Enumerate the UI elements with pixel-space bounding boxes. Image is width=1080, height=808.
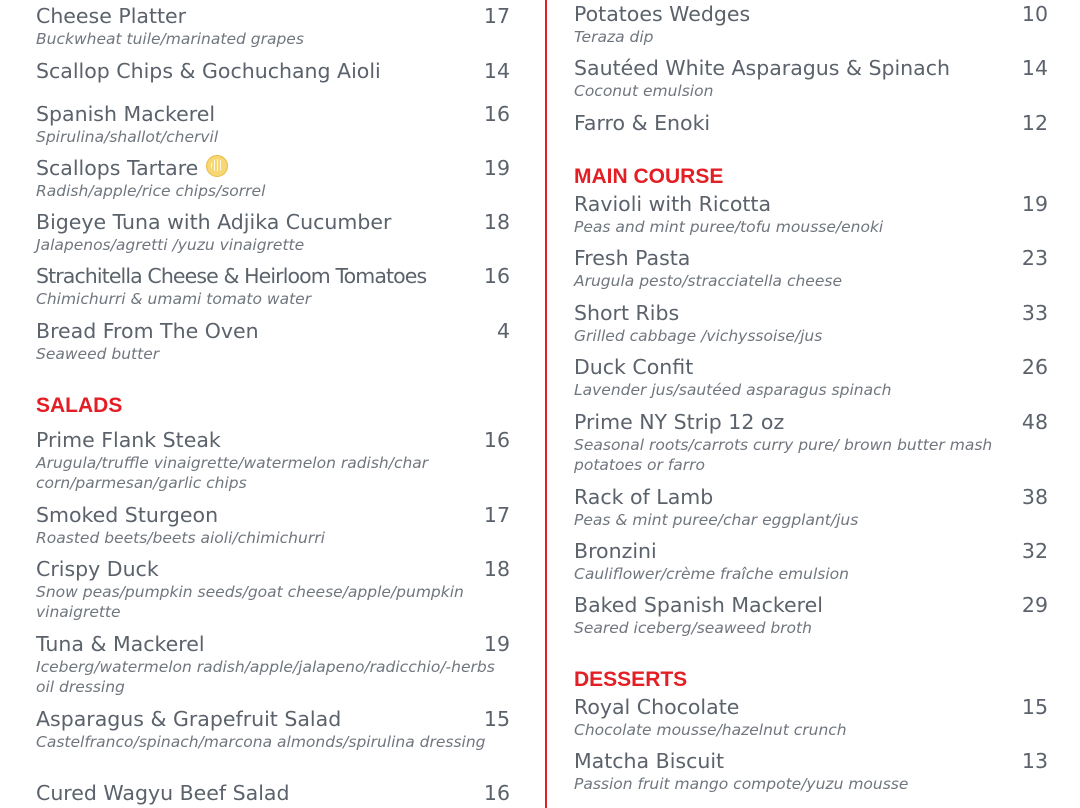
menu-item: [36, 556, 510, 622]
item-price: 16: [483, 102, 510, 126]
menu-item: [36, 427, 510, 493]
menu-item: [574, 300, 1048, 346]
menu-item: [574, 592, 1048, 638]
item-price: 18: [483, 557, 510, 581]
item-price: 38: [1021, 485, 1048, 509]
item-name: Potatoes Wedges: [574, 2, 751, 26]
menu-item: [574, 354, 1048, 400]
menu-item: [574, 55, 1048, 101]
item-price: 33: [1021, 301, 1048, 325]
item-price: 23: [1021, 246, 1048, 270]
item-description: Seared iceberg/seaweed broth: [574, 619, 812, 637]
item-price: 13: [1021, 749, 1048, 773]
item-description: Coconut emulsion: [574, 82, 714, 100]
menu-item: [574, 245, 1048, 291]
item-price: 19: [1021, 192, 1048, 216]
item-description: Chocolate mousse/hazelnut crunch: [574, 721, 847, 739]
item-name: Bread From The Oven: [36, 319, 259, 343]
menu-item: [36, 502, 510, 548]
item-description: Spirulina/shallot/chervil: [36, 128, 219, 146]
item-description: Snow peas/pumpkin seeds/goat cheese/apple/pumpkin vinaigrette: [36, 583, 464, 621]
item-price: 16: [483, 264, 510, 288]
menu-item: [574, 191, 1048, 237]
menu-item: [36, 209, 510, 255]
menu-item: [36, 3, 510, 49]
item-name: Sautéed White Asparagus & Spinach: [574, 56, 950, 80]
item-description: Arugula pesto/stracciatella cheese: [574, 272, 842, 290]
menu-item: [36, 155, 510, 201]
item-name: Scallops Tartare: [36, 156, 199, 180]
item-description: Lavender jus/sautéed asparagus spinach: [574, 381, 892, 399]
item-description: Chimichurri & umami tomato water: [36, 290, 312, 308]
menu-item: [574, 110, 1048, 136]
item-name: Bigeye Tuna with Adjika Cucumber: [36, 210, 392, 234]
item-price: 18: [483, 210, 510, 234]
item-name: Baked Spanish Mackerel: [574, 593, 823, 617]
item-name: Farro & Enoki: [574, 111, 711, 135]
item-name: Short Ribs: [574, 301, 680, 325]
item-name: Bronzini: [574, 539, 657, 563]
item-price: 16: [483, 428, 510, 452]
item-name: Spanish Mackerel: [36, 102, 216, 126]
item-description: Iceberg/watermelon radish/apple/jalapeno/radicchio/-herbs oil dressing: [36, 658, 495, 696]
menu-item: [36, 706, 510, 752]
item-price: 48: [1021, 410, 1048, 434]
item-name: Crispy Duck: [36, 557, 159, 581]
item-name: Duck Confit: [574, 355, 694, 379]
item-description: Seasonal roots/carrots curry pure/ brown butter mash potatoes or farro: [574, 436, 993, 474]
item-price: 16: [483, 781, 510, 805]
item-description: Seaweed butter: [36, 345, 160, 363]
item-description: Roasted beets/beets aioli/chimichurri: [36, 529, 325, 547]
item-name: Cheese Platter: [36, 4, 187, 28]
item-price: 19: [483, 156, 510, 180]
section-title-salads: SALADS: [36, 394, 123, 417]
item-name: Matcha Biscuit: [574, 749, 725, 773]
item-price: 17: [483, 4, 510, 28]
item-name: Cured Wagyu Beef Salad: [36, 781, 290, 805]
item-name: Prime Flank Steak: [36, 428, 221, 452]
item-description: Peas and mint puree/tofu mousse/enoki: [574, 218, 884, 236]
item-price: 15: [1021, 695, 1048, 719]
section-title-main-course: MAIN COURSE: [574, 165, 724, 188]
item-description: Peas & mint puree/char eggplant/jus: [574, 511, 859, 529]
scallop-shell-icon: [206, 155, 228, 177]
item-description: Arugula/truffle vinaigrette/watermelon radish/char corn/parmesan/garlic chips: [36, 454, 429, 492]
item-name: Scallop Chips & Gochuchang Aioli: [36, 59, 381, 83]
item-description: Radish/apple/rice chips/sorrel: [36, 182, 266, 200]
menu-item: [574, 484, 1048, 530]
item-price: 17: [483, 503, 510, 527]
menu-item: [36, 631, 510, 697]
item-description: Passion fruit mango compote/yuzu mousse: [574, 775, 909, 793]
item-name: Rack of Lamb: [574, 485, 714, 509]
menu-item: [36, 263, 510, 309]
item-price: 26: [1021, 355, 1048, 379]
item-price: 29: [1021, 593, 1048, 617]
item-name: Ravioli with Ricotta: [574, 192, 772, 216]
menu-item: [36, 318, 510, 364]
menu-item: [574, 538, 1048, 584]
item-price: 10: [1021, 2, 1048, 26]
menu-item: [574, 694, 1048, 740]
item-name: Strachitella Cheese & Heirloom Tomatoes: [36, 264, 427, 288]
menu-item: [574, 1, 1048, 47]
menu-item: [574, 409, 1048, 475]
item-description: Teraza dip: [574, 28, 654, 46]
item-name: Asparagus & Grapefruit Salad: [36, 707, 342, 731]
menu-item: [36, 780, 510, 806]
item-price: 14: [1021, 56, 1048, 80]
item-price: 32: [1021, 539, 1048, 563]
item-description: Jalapenos/agretti /yuzu vinaigrette: [36, 236, 305, 254]
item-name: Prime NY Strip 12 oz: [574, 410, 785, 434]
item-name: Tuna & Mackerel: [36, 632, 205, 656]
item-name: Fresh Pasta: [574, 246, 691, 270]
column-divider: [545, 0, 547, 808]
menu-item: [36, 101, 510, 147]
item-description: Grilled cabbage /vichyssoise/jus: [574, 327, 823, 345]
item-price: 19: [483, 632, 510, 656]
section-title-desserts: DESSERTS: [574, 668, 688, 691]
item-description: Buckwheat tuile/marinated grapes: [36, 30, 304, 48]
item-name: Royal Chocolate: [574, 695, 740, 719]
menu-item: [36, 58, 510, 84]
item-price: 4: [496, 319, 510, 343]
item-description: Cauliflower/crème fraîche emulsion: [574, 565, 849, 583]
item-price: 12: [1021, 111, 1048, 135]
item-description: Castelfranco/spinach/marcona almonds/spirulina dressing: [36, 733, 486, 751]
item-price: 15: [483, 707, 510, 731]
menu-item: [574, 748, 1048, 794]
item-price: 14: [483, 59, 510, 83]
item-name: Smoked Sturgeon: [36, 503, 219, 527]
